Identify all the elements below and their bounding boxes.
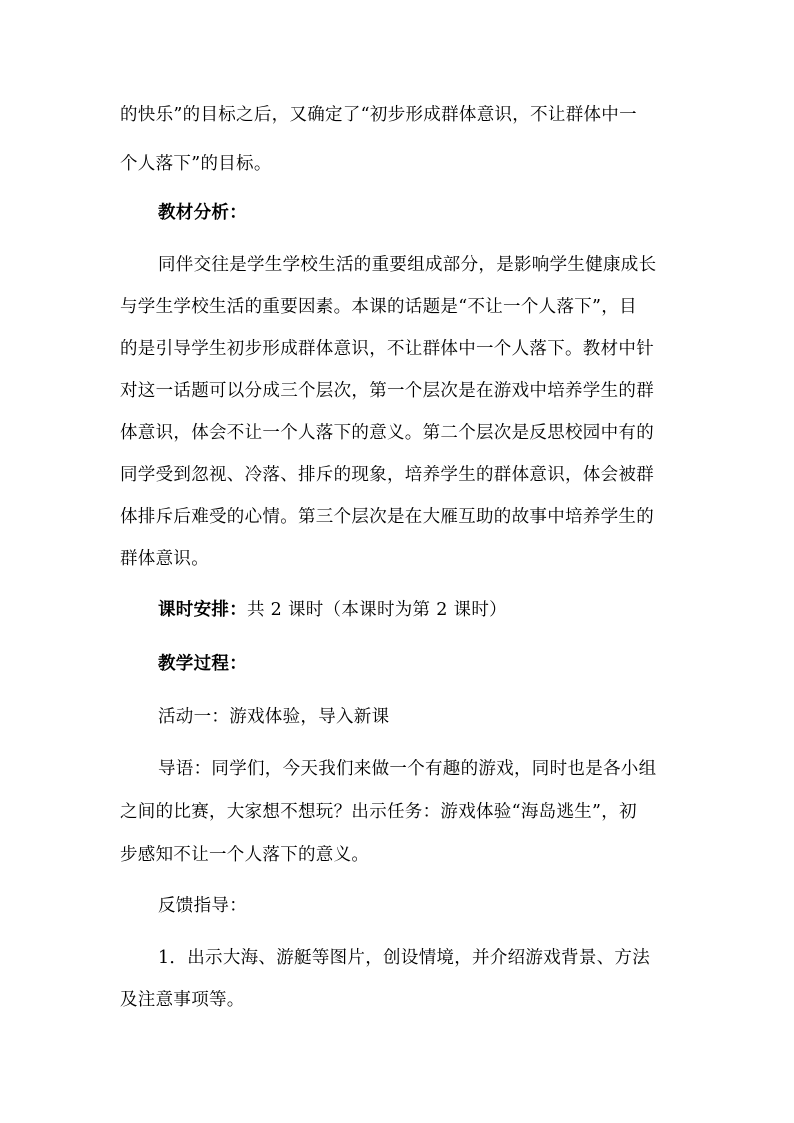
paragraph-line: 之间的比赛，大家想不想玩？出示任务：游戏体验“海岛逃生”，初 xyxy=(120,802,637,822)
paragraph-line: 群体意识。 xyxy=(120,549,209,569)
activity-title: 活动一：游戏体验，导入新课 xyxy=(158,707,390,727)
schedule-label: 课时安排： xyxy=(158,600,247,620)
paragraph-line: 同伴交往是学生学校生活的重要组成部分，是影响学生健康成长 xyxy=(158,255,657,275)
paragraph-line: 导语：同学们，今天我们来做一个有趣的游戏，同时也是各小组 xyxy=(158,759,657,779)
paragraph-line: 步感知不让一个人落下的意义。 xyxy=(120,845,370,865)
paragraph-line: 与学生学校生活的重要因素。本课的话题是“不让一个人落下”，目 xyxy=(120,297,637,317)
feedback-heading: 反馈指导： xyxy=(158,896,247,916)
section-heading: 教学过程： xyxy=(158,654,247,674)
paragraph-line: 对这一话题可以分成三个层次，第一个层次是在游戏中培养学生的群 xyxy=(120,381,654,401)
paragraph-line: 个人落下”的目标。 xyxy=(120,154,272,174)
paragraph-line: 体意识，体会不让一个人落下的意义。第二个层次是反思校园中有的 xyxy=(120,423,654,443)
paragraph-line: 体排斥后难受的心情。第三个层次是在大雁互助的故事中培养学生的 xyxy=(120,507,654,527)
paragraph-line: 的是引导学生初步形成群体意识，不让群体中一个人落下。教材中针 xyxy=(120,339,654,359)
schedule-line xyxy=(158,598,507,622)
paragraph-line: 的快乐”的目标之后，又确定了“初步形成群体意识，不让群体中一 xyxy=(120,105,637,125)
schedule-text: 共 2 课时（本课时为第 2 课时） xyxy=(247,600,507,620)
section-heading: 教材分析： xyxy=(158,203,247,223)
paragraph-line: 1．出示大海、游艇等图片，创设情境，并介绍游戏背景、方法 xyxy=(158,948,651,968)
paragraph-line: 及注意事项等。 xyxy=(120,990,245,1010)
paragraph-line: 同学受到忽视、冷落、排斥的现象，培养学生的群体意识，体会被群 xyxy=(120,465,654,485)
